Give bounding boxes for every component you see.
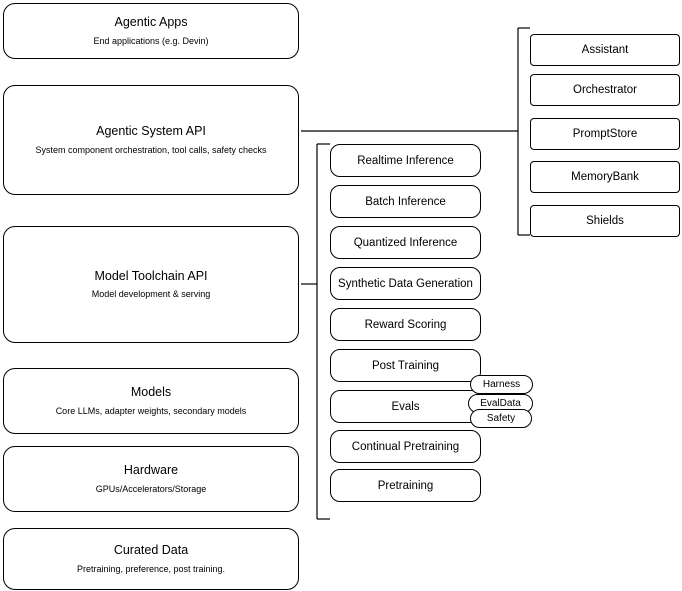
layer-subtitle: Core LLMs, adapter weights, secondary models	[55, 405, 247, 416]
layer-subtitle: Pretraining, preference, post training.	[76, 563, 226, 574]
agentic-item-assistant	[530, 34, 680, 66]
layer-subtitle: Model development & serving	[91, 289, 211, 300]
toolchain-item-label: Batch Inference	[365, 195, 446, 208]
toolchain-item-label: Synthetic Data Generation	[338, 277, 473, 290]
agentic-item-label: Orchestrator	[573, 84, 637, 96]
agentic-item-label: MemoryBank	[571, 171, 639, 183]
eval-pill-label: Safety	[486, 413, 516, 424]
eval-pill-label: EvalData	[480, 398, 521, 409]
layer-title: Curated Data	[113, 543, 189, 558]
eval-pill-label: Harness	[482, 379, 521, 390]
layer-model-toolchain-api	[3, 226, 299, 343]
layer-subtitle: System component orchestration, tool calls, safety checks	[35, 144, 267, 155]
agentic-item-label: Assistant	[581, 44, 629, 56]
layer-models	[3, 368, 299, 434]
layer-agentic-system-api	[3, 85, 299, 195]
toolchain-item-quantized-inference	[330, 226, 481, 259]
layer-agentic-apps	[3, 3, 299, 59]
toolchain-item-label: Reward Scoring	[364, 318, 447, 331]
toolchain-item-batch-inference	[330, 185, 481, 218]
toolchain-item-label: Realtime Inference	[357, 154, 454, 167]
layer-title: Agentic Apps	[114, 15, 188, 30]
toolchain-item-label: Post Training	[371, 359, 440, 372]
toolchain-item-label: Continual Pretraining	[351, 440, 460, 453]
layer-title: Models	[130, 385, 172, 400]
agentic-item-orchestrator	[530, 74, 680, 106]
toolchain-item-reward-scoring	[330, 308, 481, 341]
toolchain-item-label: Quantized Inference	[353, 236, 458, 249]
layer-title: Agentic System API	[96, 124, 206, 139]
agentic-item-shields	[530, 205, 680, 237]
layer-title: Model Toolchain API	[94, 268, 208, 283]
agentic-item-promptstore	[530, 118, 680, 150]
layer-curated-data	[3, 528, 299, 590]
eval-pill-harness	[470, 375, 533, 394]
layer-subtitle: GPUs/Accelerators/Storage	[95, 483, 207, 494]
toolchain-item-realtime-inference	[330, 144, 481, 177]
toolchain-item-synthetic-data-generation	[330, 267, 481, 300]
layer-subtitle: End applications (e.g. Devin)	[93, 35, 209, 46]
toolchain-item-post-training	[330, 349, 481, 382]
agentic-item-label: Shields	[586, 215, 624, 227]
eval-pill-safety	[470, 409, 532, 428]
agentic-item-label: PromptStore	[572, 128, 638, 140]
agentic-item-memorybank	[530, 161, 680, 193]
toolchain-item-evals	[330, 390, 481, 423]
layer-hardware	[3, 446, 299, 512]
toolchain-item-label: Pretraining	[377, 479, 434, 492]
toolchain-item-label: Evals	[391, 400, 420, 413]
toolchain-item-continual-pretraining	[330, 430, 481, 463]
layer-title: Hardware	[123, 463, 179, 478]
toolchain-item-pretraining	[330, 469, 481, 502]
